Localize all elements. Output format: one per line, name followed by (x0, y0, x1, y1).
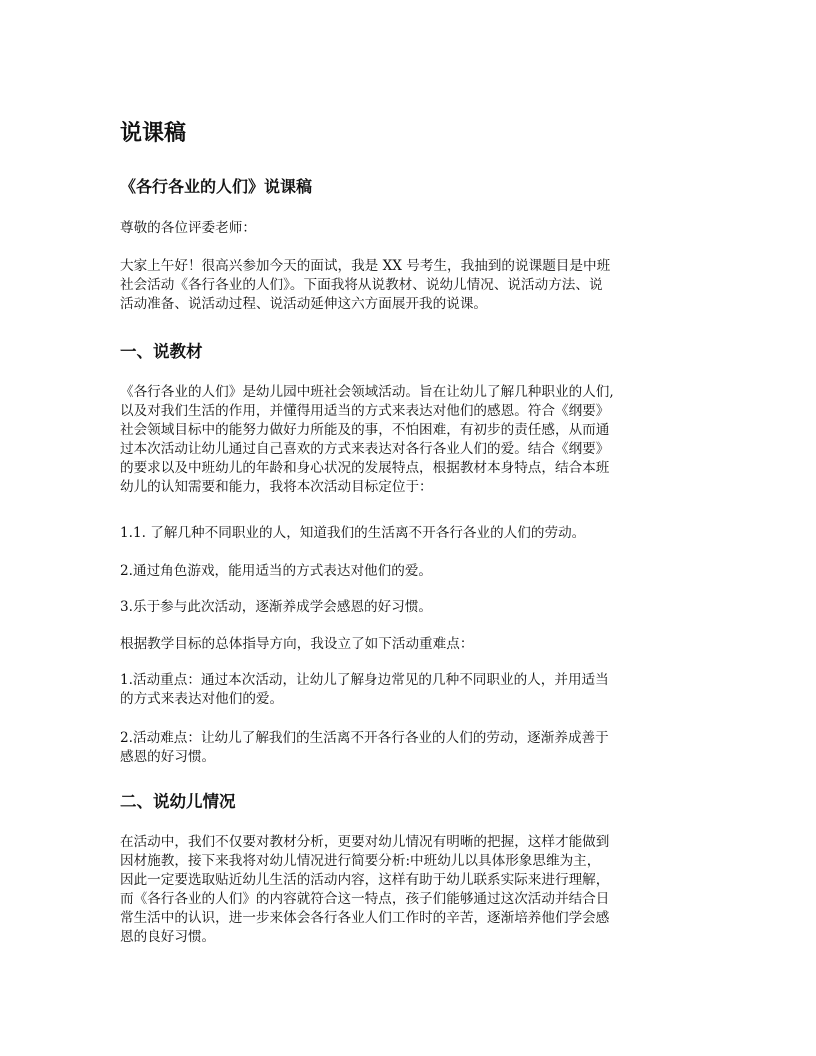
paragraph-line: 2.通过角色游戏，能用适当的方式表达对他们的爱。 (120, 563, 433, 579)
paragraph-line: 根据教学目标的总体指导方向，我设立了如下活动重难点： (120, 636, 474, 652)
paragraph-line: 过本次活动让幼儿通过自己喜欢的方式来表达对各行各业人们的爱。结合《纲要》 (120, 441, 610, 457)
paragraph-line: 而《各行各业的人们》的内容就符合这一特点，孩子们能够通过这次活动并结合日 (120, 891, 610, 907)
paragraph-line: 幼儿的认知需要和能力，我将本次活动目标定位于： (120, 479, 433, 495)
key-points-intro (120, 635, 700, 654)
paragraph-line: 以及对我们生活的作用，并懂得用适当的方式来表达对他们的感恩。符合《纲要》 (120, 403, 610, 419)
children-paragraph (120, 833, 700, 947)
paragraph-line: 尊敬的各位评委老师： (120, 220, 256, 236)
paragraph-line: 社会活动《各行各业的人们》。下面我将从说教材、说幼儿情况、说活动方法、说 (120, 277, 603, 293)
paragraph-line: 在活动中，我们不仅要对教材分析，更要对幼儿情况有明晰的把握，这样才能做到 (120, 834, 610, 850)
paragraph-line: 3.乐于参与此次活动，逐渐养成学会感恩的好习惯。 (120, 599, 433, 615)
paragraph-line: 感恩的好习惯。 (120, 749, 216, 765)
paragraph-line: 2.活动难点：让幼儿了解我们的生活离不开各行各业的人们的劳动，逐渐养成善于 (120, 730, 609, 746)
paragraph-line: 社会领域目标中的能努力做好力所能及的事，不怕困难，有初步的责任感，从而通 (120, 422, 610, 438)
paragraph-line: 的要求以及中班幼儿的年龄和身心状况的发展特点，根据教材本身特点，结合本班 (120, 460, 610, 476)
document-title: 说课稿 (120, 121, 187, 146)
paragraph-line: 1.活动重点：通过本次活动，让幼儿了解身边常见的几种不同职业的人，并用适当 (120, 672, 609, 688)
paragraph-line: 因此一定要选取贴近幼儿生活的活动内容，这样有助于幼儿联系实际来进行理解， (120, 872, 610, 888)
paragraph-line: 常生活中的认识，进一步来体会各行各业人们工作时的辛苦，逐渐培养他们学会感 (120, 910, 610, 926)
section-heading-children: 二、说幼儿情况 (120, 792, 236, 811)
goal-item-3 (120, 598, 700, 617)
goal-item-2 (120, 562, 700, 581)
intro-paragraph (120, 257, 700, 314)
goal-item-1 (120, 524, 700, 543)
document-subtitle: 《各行各业的人们》说课稿 (120, 177, 313, 196)
greeting-paragraph (120, 219, 700, 238)
paragraph-line: 活动准备、说活动过程、说活动延伸这六方面展开我的说课。 (120, 296, 488, 312)
paragraph-line: 的方式来表达对他们的爱。 (120, 691, 284, 707)
textbook-paragraph (120, 383, 700, 497)
paragraph-line: 1.1. 了解几种不同职业的人，知道我们的生活离不开各行各业的人们的劳动。 (120, 525, 586, 541)
key-point-1 (120, 671, 700, 709)
paragraph-line: 大家上午好！很高兴参加今天的面试，我是 XX 号考生，我抽到的说课题目是中班 (120, 258, 611, 274)
key-point-2 (120, 729, 700, 767)
paragraph-line: 因材施教，接下来我将对幼儿情况进行简要分析:中班幼儿以具体形象思维为主， (120, 853, 601, 869)
paragraph-line: 《各行各业的人们》是幼儿园中班社会领域活动。旨在让幼儿了解几种职业的人们, (120, 384, 614, 400)
section-heading-textbook: 一、说教材 (120, 342, 203, 361)
paragraph-line: 恩的良好习惯。 (120, 929, 216, 945)
